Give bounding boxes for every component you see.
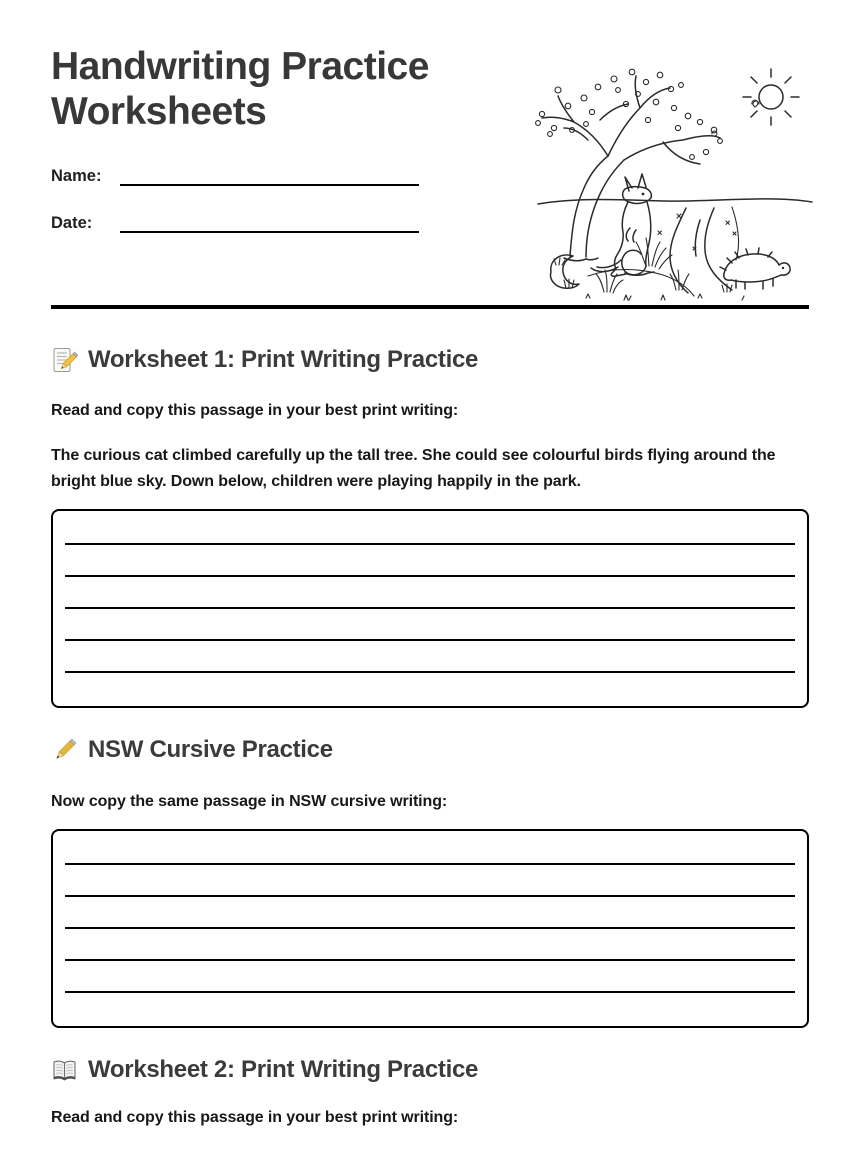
writing-rule-line — [65, 609, 795, 641]
butterfly-marks — [658, 100, 759, 250]
bush-scene-illustration — [528, 60, 813, 303]
tree-blossoms — [536, 69, 723, 159]
header — [51, 0, 809, 305]
date-write-line — [120, 213, 419, 233]
worksheet-1-instruction: Read and copy this passage in your best print writing: — [51, 402, 459, 419]
writing-rule-line — [65, 897, 795, 929]
page-title: Handwriting Practice Worksheets — [51, 45, 429, 133]
nsw-cursive-heading-text: NSW Cursive Practice — [88, 736, 333, 763]
worksheet-2-heading — [51, 1056, 809, 1084]
open-book-icon — [51, 1057, 78, 1084]
writing-rule-line — [65, 513, 795, 545]
writing-rule-line — [65, 929, 795, 961]
writing-rule-line — [65, 833, 795, 865]
sun-icon — [743, 69, 799, 125]
practice-passage: The curious cat climbed carefully up the tall tree. She could see colourful birds flying around the bright blue sky. Down below, children were playing happily in the park. — [51, 447, 776, 490]
nsw-cursive-instruction: Now copy the same passage in NSW cursive writing: — [51, 793, 448, 810]
name-label: Name: — [51, 167, 102, 185]
worksheet-2-instruction: Read and copy this passage in your best print writing: — [51, 1109, 459, 1126]
writing-rule-line — [65, 641, 795, 673]
nsw-cursive-heading — [51, 736, 809, 764]
writing-rule-line — [65, 577, 795, 609]
worksheet-1-heading-text: Worksheet 1: Print Writing Practice — [88, 346, 479, 373]
writing-rule-line — [65, 865, 795, 897]
pencil-icon — [51, 737, 78, 764]
section-divider — [51, 305, 809, 309]
echidna-figure — [720, 248, 790, 289]
name-write-line — [120, 166, 419, 186]
worksheet-2-heading-text: Worksheet 2: Print Writing Practice — [88, 1056, 479, 1083]
writing-rule-line — [65, 961, 795, 993]
cursive-writing-box — [51, 829, 809, 1028]
date-label: Date: — [51, 214, 93, 232]
grass-tufts — [554, 238, 744, 300]
memo-icon — [51, 347, 78, 374]
worksheet-1-heading — [51, 346, 809, 374]
writing-rule-line — [65, 545, 795, 577]
print-writing-box — [51, 509, 809, 708]
